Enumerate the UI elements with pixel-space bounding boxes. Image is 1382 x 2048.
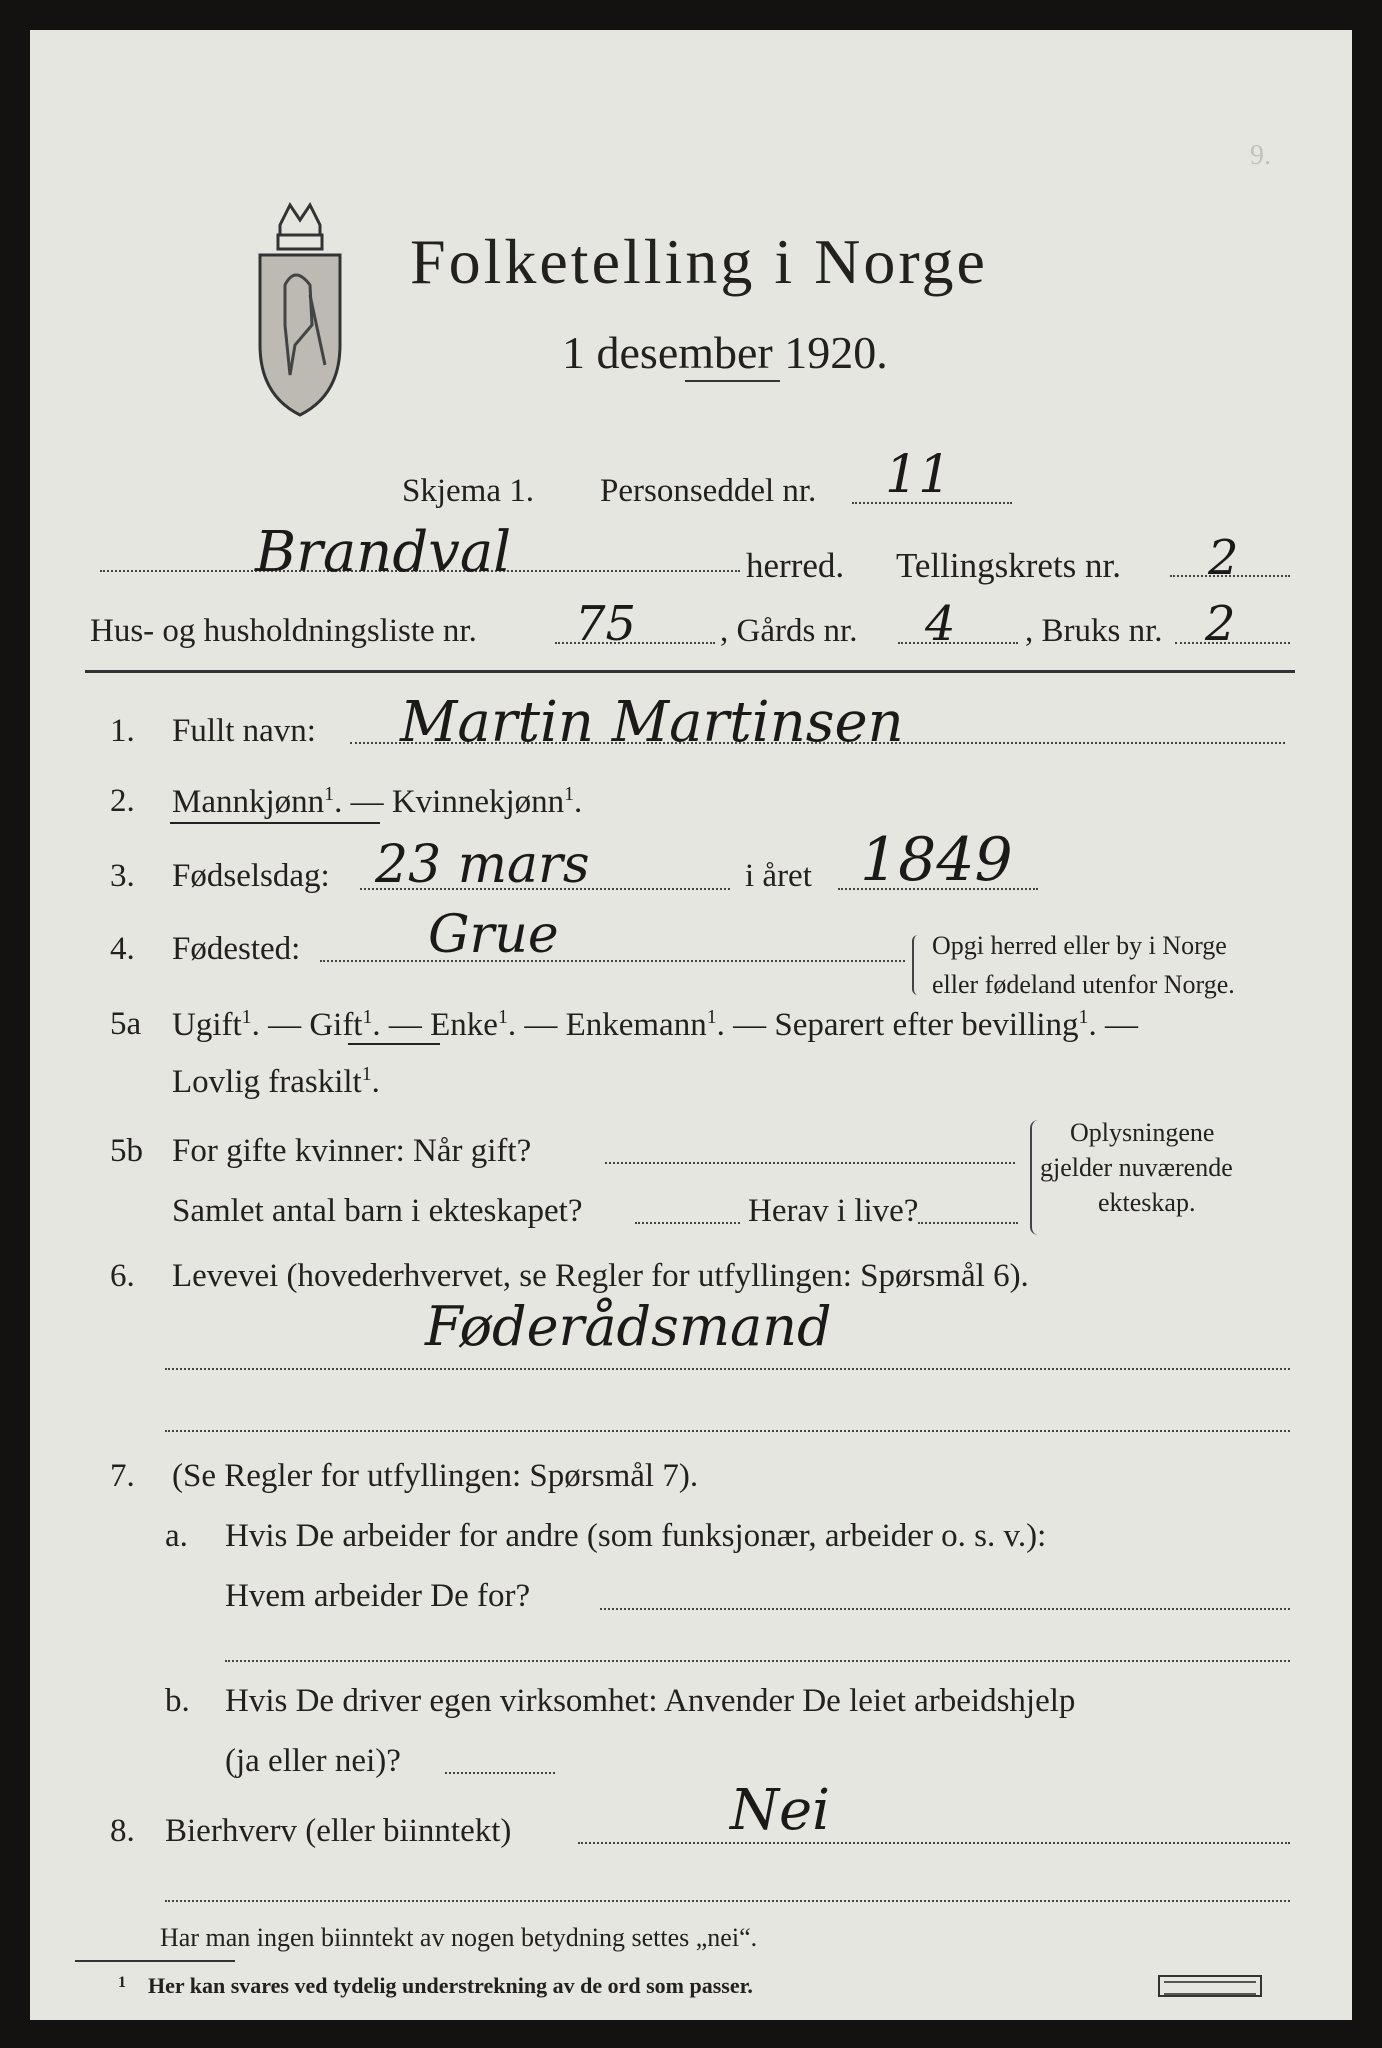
q7b-line	[445, 1772, 555, 1774]
q8-line	[578, 1842, 1290, 1844]
q5b-alive-label: Herav i live?	[748, 1193, 919, 1229]
q5b-note-brace	[1030, 1120, 1040, 1235]
gards-value[interactable]: 4	[925, 596, 956, 652]
herred-value[interactable]: Brandval	[255, 520, 512, 585]
q7a-text-2: Hvem arbeider De for?	[225, 1578, 531, 1614]
q2-female-option[interactable]: . — Kvinnekjønn	[334, 784, 565, 820]
q7a-line-1	[600, 1608, 1290, 1610]
q5a-separert[interactable]: Separert efter bevilling	[774, 1007, 1079, 1043]
q2-number: 2.	[110, 783, 135, 819]
header-divider	[85, 670, 1295, 673]
q2-end: .	[574, 784, 583, 820]
q1-number: 1.	[110, 713, 135, 749]
hus-label: Hus- og husholdningsliste nr.	[90, 613, 477, 649]
q2-text	[172, 785, 582, 819]
q5a-enke[interactable]: Enke	[430, 1007, 498, 1043]
q4-line	[320, 960, 905, 962]
gards-label: , Gårds nr.	[720, 613, 858, 649]
q4-note-line-1: Opgi herred eller by i Norge	[932, 931, 1227, 960]
page-title: Folketelling i Norge	[410, 226, 988, 297]
q8-number: 8.	[110, 1813, 135, 1849]
footnote-divider	[75, 1960, 235, 1962]
q8-label: Bierhverv (eller biinntekt)	[165, 1813, 512, 1849]
q5a-options: Ugift$^1$. — Gift$^1$. — Enke$^1$. — Enkemann$^1$. — Separert efter bevilling$^1$. —	[172, 1006, 1138, 1043]
q5b-children-label: Samlet antal barn i ekteskapet?	[172, 1193, 583, 1229]
q5b-children-line	[635, 1222, 740, 1224]
q5a-gift-underline	[348, 1043, 440, 1045]
census-date: 1 desember 1920.	[562, 327, 888, 378]
q5a-enkemann[interactable]: Enkemann	[565, 1007, 707, 1043]
q4-label: Fødested:	[172, 931, 301, 967]
q5a-fraskilt[interactable]: Lovlig fraskilt	[172, 1064, 362, 1100]
q8-line-2	[165, 1900, 1290, 1902]
q4-number: 4.	[110, 931, 135, 967]
q3-year-label: i året	[745, 858, 812, 894]
q7b-text-1: Hvis De driver egen virksomhet: Anvender De leiet arbeidshjelp	[225, 1683, 1076, 1719]
superscript-mark: 1	[1078, 1006, 1089, 1028]
q7b-letter: b.	[165, 1683, 190, 1719]
q7b-text-2: (ja eller nei)?	[225, 1743, 401, 1779]
q5a-gift[interactable]: Gift	[309, 1007, 363, 1043]
q3-number: 3.	[110, 858, 135, 894]
q5b-note-line-2: gjelder nuværende	[1040, 1153, 1233, 1182]
q4-note-line-2: eller fødeland utenfor Norge.	[932, 970, 1235, 999]
superscript-mark: 1	[361, 1063, 372, 1085]
hus-value[interactable]: 75	[575, 596, 637, 652]
schema-label: Skjema 1.	[402, 473, 534, 509]
footnote-text: Her kan svares ved tydelig understrekning av de ord som passer.	[148, 1973, 753, 1998]
bruks-label: , Bruks nr.	[1025, 613, 1163, 649]
superscript-mark: 1	[324, 783, 335, 805]
q5b-note-line-1: Oplysningene	[1070, 1118, 1215, 1147]
q7a-text-1: Hvis De arbeider for andre (som funksjonær, arbeider o. s. v.):	[225, 1518, 1047, 1554]
q5a-ugift[interactable]: Ugift	[172, 1007, 242, 1043]
q5b-number: 5b	[110, 1133, 143, 1169]
superscript-mark: 1	[362, 1006, 373, 1028]
q6-value[interactable]: Føderådsmand	[425, 1295, 832, 1358]
q2-male-underline	[170, 822, 380, 824]
census-form-sheet	[30, 30, 1352, 2020]
personseddel-label: Personseddel nr.	[600, 473, 817, 509]
q1-value[interactable]: Martin Martinsen	[400, 690, 904, 755]
bottom-note: Har man ingen biinntekt av nogen betydning settes „nei“.	[160, 1923, 758, 1952]
q5b-when-married-line	[605, 1162, 1015, 1164]
printer-stamp-icon	[1158, 1975, 1262, 1997]
q6-line-1	[165, 1368, 1290, 1370]
superscript-mark: 1	[706, 1006, 717, 1028]
superscript-mark: 1	[564, 783, 575, 805]
herred-label: herred.	[746, 546, 845, 585]
footnote-mark: 1	[118, 1974, 126, 1991]
gards-line	[898, 642, 1018, 644]
superscript-mark: 1	[497, 1006, 508, 1028]
q7-number: 7.	[110, 1458, 135, 1494]
q5b-alive-line	[918, 1222, 1018, 1224]
q5a-number: 5a	[110, 1006, 142, 1042]
bruks-value[interactable]: 2	[1205, 596, 1236, 652]
q6-label: Levevei (hovederhvervet, se Regler for utfyllingen: Spørsmål 6).	[172, 1258, 1029, 1294]
q3-year-value[interactable]: 1849	[860, 825, 1013, 895]
q7-label: (Se Regler for utfyllingen: Spørsmål 7).	[172, 1458, 699, 1494]
title-divider	[685, 380, 780, 382]
q6-line-2	[165, 1430, 1290, 1432]
q1-label: Fullt navn:	[172, 713, 316, 749]
q6-number: 6.	[110, 1258, 135, 1294]
tellingskrets-value[interactable]: 2	[1208, 530, 1239, 586]
norwegian-lion-crest-icon	[250, 195, 350, 445]
superscript-mark: 1	[241, 1006, 252, 1028]
q7a-line-2	[225, 1660, 1290, 1662]
bleed-through-text: 9.	[1250, 140, 1271, 171]
q5b-when-married-label: For gifte kvinner: Når gift?	[172, 1133, 532, 1169]
q5a-fraskilt-line: Lovlig fraskilt$^1$.	[172, 1063, 380, 1100]
q7a-letter: a.	[165, 1518, 188, 1554]
q3-label: Fødselsdag:	[172, 858, 330, 894]
q8-value[interactable]: Nei	[730, 1778, 831, 1843]
tellingskrets-label: Tellingskrets nr.	[896, 546, 1122, 585]
q5b-note-line-3: ekteskap.	[1098, 1188, 1196, 1217]
q2-male-option[interactable]: Mannkjønn	[172, 784, 325, 820]
personseddel-value[interactable]: 11	[885, 445, 952, 505]
q4-value[interactable]: Grue	[428, 905, 559, 965]
q4-note-brace	[912, 935, 922, 995]
q3-day-value[interactable]: 23 mars	[375, 835, 590, 895]
